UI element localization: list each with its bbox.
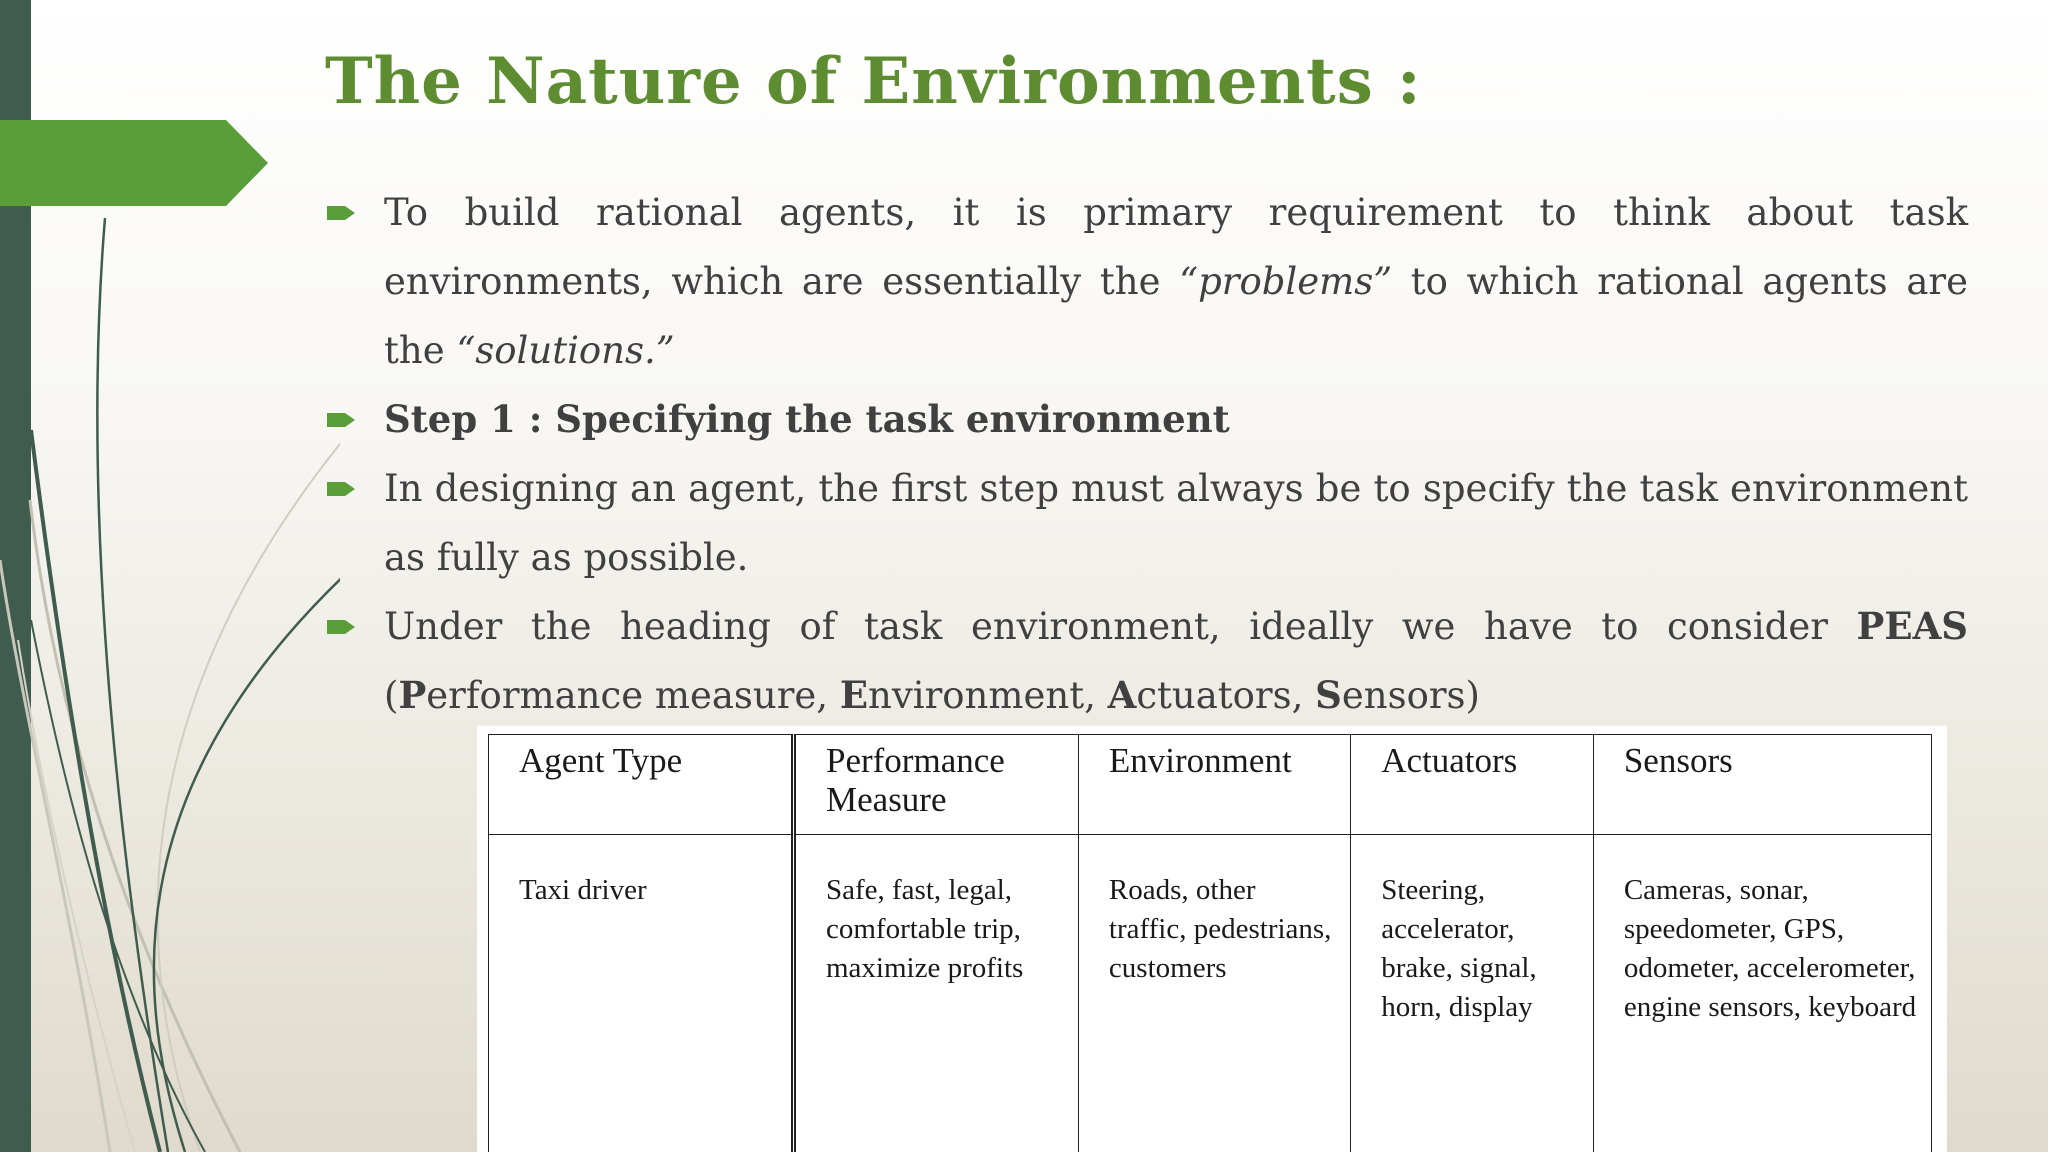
header-agent-type: Agent Type — [489, 735, 794, 835]
arrow-bullet-icon — [327, 479, 359, 499]
peas-table — [488, 734, 1932, 1152]
bullet-item — [323, 592, 1968, 730]
cell-environment: Roads, other traffic, pedestrians, customers — [1078, 835, 1350, 1152]
bullet-text: To build rational agents, it is primary requirement to think about task environments, which are essentially the — [384, 191, 1968, 303]
header-environment: Environment — [1078, 735, 1350, 835]
cell-actuators: Steering, accelerator, brake, signal, horn, display — [1351, 835, 1594, 1152]
bullet-text: ensors) — [1341, 674, 1480, 717]
peas-term: PEAS — [1856, 604, 1968, 648]
peas-letter-a: A — [1107, 673, 1137, 717]
peas-letter-s: S — [1315, 673, 1342, 717]
arrow-bullet-icon — [327, 410, 359, 430]
bullet-text: nvironment, — [868, 674, 1108, 717]
arrow-bullet-icon — [327, 203, 359, 223]
table-row — [489, 835, 1932, 1152]
peas-table-container — [477, 726, 1947, 1152]
header-actuators: Actuators — [1351, 735, 1594, 835]
bullet-heading: Step 1 : Specifying the task environment — [384, 397, 1230, 441]
peas-letter-p: P — [398, 673, 427, 717]
bullet-text: erformance measure, — [426, 674, 840, 717]
cell-sensors: Cameras, sonar, speedometer, GPS, odometer, accelerometer, engine sensors, keyboard — [1593, 835, 1931, 1152]
bullet-emphasis: “problems” — [1179, 260, 1393, 303]
bullet-text: Under the heading of task environment, ideally we have to consider — [384, 605, 1857, 648]
table-header-row — [489, 735, 1932, 835]
bullet-item — [323, 178, 1968, 385]
cell-performance-measure: Safe, fast, legal, comfortable trip, maximize profits — [794, 835, 1079, 1152]
bullet-item — [323, 454, 1968, 592]
bullet-text: In designing an agent, the first step must always be to specify the task environment as fully as possible. — [384, 467, 1968, 579]
title-arrow-banner — [0, 120, 270, 210]
header-sensors: Sensors — [1593, 735, 1931, 835]
bullet-emphasis: “solutions.” — [456, 329, 675, 372]
cell-agent-type: Taxi driver — [489, 835, 794, 1152]
slide-title: The Nature of Environments : — [325, 44, 1422, 119]
bullet-text: ctuators, — [1136, 674, 1316, 717]
bullet-text: to which rational agents are the — [384, 260, 1968, 372]
bullet-text: ( — [384, 674, 399, 717]
header-performance-measure: Performance Measure — [794, 735, 1079, 835]
peas-letter-e: E — [839, 673, 869, 717]
bullet-list — [323, 178, 1968, 730]
arrow-bullet-icon — [327, 617, 359, 637]
bullet-item — [323, 385, 1968, 454]
